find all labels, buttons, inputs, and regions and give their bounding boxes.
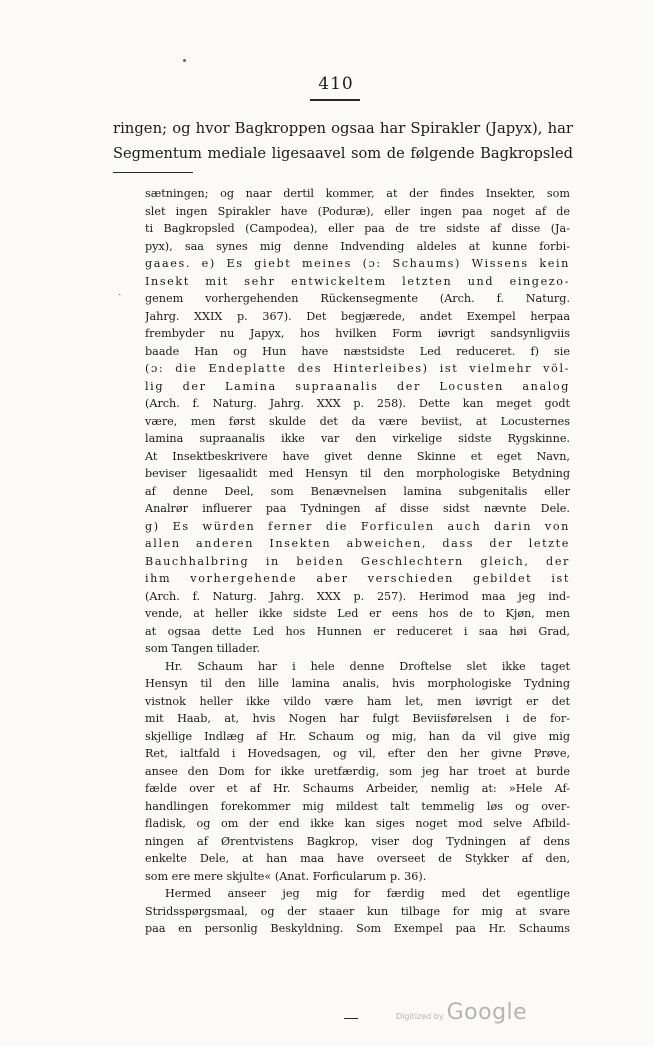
footnote-line: (Arch. f. Naturg. Jahrg. XXX p. 257). Herimod maa jeg ind-	[145, 589, 570, 603]
footnote-line: handlingen forekommer mig mildest talt temmelig løs og over-	[145, 799, 570, 813]
footnote-line: være, men først skulde det da være beviist, at Locusternes	[145, 414, 570, 428]
footnote-line: Bauchhalbring in beiden Geschlechtern gleich, der	[145, 554, 570, 568]
footnote-line: slet ingen Spirakler have (Poduræ), eller ingen paa noget af de	[145, 204, 570, 218]
footnote-line: skjellige Indlæg af Hr. Schaum og mig, han da vil give mig	[145, 729, 570, 743]
footnote-line: frembyder nu Japyx, hos hvilken Form iøvrigt sandsynligviis	[145, 327, 570, 340]
footnote-line: af denne Deel, som Benævnelsen lamina subgenitalis eller	[145, 484, 570, 498]
footnote-line: paa en personlig Beskyldning. Som Exempel paa Hr. Schaums	[145, 922, 570, 935]
footnote-line: som Tangen tillader.	[145, 642, 261, 655]
footnote-line: Analrør influerer paa Tydningen af disse sidst nævnte Dele.	[145, 502, 570, 515]
footnote-line: Hensyn til den lille lamina analis, hvis morphologiske Tydning	[145, 677, 570, 690]
footnote-line: ihm vorhergehende aber verschieden gebildet ist	[145, 572, 570, 585]
footnote-line: beviser ligesaalidt med Hensyn til den morphologiske Betydning	[145, 467, 570, 480]
body-text	[113, 116, 573, 166]
stray-dot	[183, 59, 186, 62]
footnote-line: at ogsaa dette Led hos Hunnen er reduceret i saa høi Grad,	[145, 624, 570, 638]
google-watermark	[396, 1000, 527, 1025]
page-number-rule	[310, 99, 360, 101]
footnote-line: Hermed anseer jeg mig for færdig med det egentlige	[165, 887, 570, 900]
footnote-line: mit Haab, at, hvis Nogen har fulgt Beviisførelsen i de for-	[145, 712, 570, 725]
footnote	[145, 185, 570, 938]
footnote-line: gaaes. e) Es giebt meines (ɔ: Schaums) Wissens kein	[145, 257, 570, 270]
body-line: Segmentum mediale ligesaavel som de følgende Bagkropsled	[113, 145, 573, 162]
footnote-line: allen anderen Insekten abweichen, dass der letzte	[145, 537, 570, 550]
footnote-line: At Insektbeskrivere have givet denne Skinne et eget Navn,	[145, 449, 570, 463]
footnote-line: som ere mere skjulte« (Anat. Forficularum p. 36).	[145, 869, 427, 883]
page-number: 410	[318, 74, 354, 94]
footnote-line: ti Bagkropsled (Campodea), eller paa de tre sidste af disse (Ja-	[145, 222, 570, 235]
footnote-line: ningen af Ørentvistens Bagkrop, viser dog Tydningen af dens	[145, 834, 570, 848]
footnote-line: Ret, ialtfald i Hovedsagen, og vil, efter den her givne Prøve,	[145, 747, 570, 760]
footnote-line: baade Han og Hun have næstsidste Led reduceret. f) sie	[145, 344, 570, 358]
footnote-line: lig der Lamina supraanalis der Locusten analog	[145, 379, 570, 393]
footnote-line: pyx), saa synes mig denne Indvending aldeles at kunne forbi-	[145, 239, 570, 253]
footnote-line: Hr. Schaum har i hele denne Droftelse slet ikke taget	[165, 659, 570, 673]
footnote-line: Stridsspørgsmaal, og der staaer kun tilbage for mig at svare	[145, 904, 570, 918]
footnote-line: sætningen; og naar dertil kommer, at der findes Insekter, som	[145, 187, 570, 200]
body-line: ringen; og hvor Bagkroppen ogsaa har Spirakler (Japyx), har	[113, 120, 573, 137]
footnote-line: Insekt mit sehr entwickeltem letzten und eingezo-	[145, 274, 570, 288]
footnote-line: g) Es würden ferner die Forficulen auch darin von	[145, 519, 570, 533]
footnote-line: Jahrg. XXIX p. 367). Det begjærede, andet Exempel herpaa	[145, 309, 570, 323]
bottom-dash	[344, 1018, 358, 1019]
footnote-line: vende, at heller ikke sidste Led er eens hos de to Kjøn, men	[145, 607, 570, 620]
footnote-line: vistnok heller ikke vildo være ham let, men iøvrigt er det	[145, 694, 570, 708]
watermark-brand: Google	[446, 1000, 528, 1025]
footnote-line: fladisk, og om der end ikke kan siges noget mod selve Afbild-	[145, 817, 570, 830]
footnote-line: fælde over et af Hr. Schaums Arbeider, nemlig at: »Hele Af-	[145, 782, 570, 795]
watermark-prefix: Digitized by	[396, 1012, 444, 1021]
footnote-line: (Arch. f. Naturg. Jahrg. XXX p. 258). Dette kan meget godt	[145, 397, 570, 410]
footnote-line: genem vorhergehenden Rückensegmente (Arch. f. Naturg.	[145, 292, 570, 305]
footnote-line: enkelte Dele, at han maa have overseet de Stykker af den,	[145, 852, 570, 865]
footnote-line: (ɔ: die Endeplatte des Hinterleibes) ist vielmehr völ-	[145, 362, 570, 375]
footnote-line: ansee den Dom for ikke uretfærdig, som jeg har troet at burde	[145, 764, 570, 778]
footnote-line: lamina supraanalis ikke var den virkelige sidste Rygskinne.	[145, 432, 570, 445]
footnote-rule	[113, 172, 193, 173]
stray-mark: ˎ	[118, 285, 122, 296]
